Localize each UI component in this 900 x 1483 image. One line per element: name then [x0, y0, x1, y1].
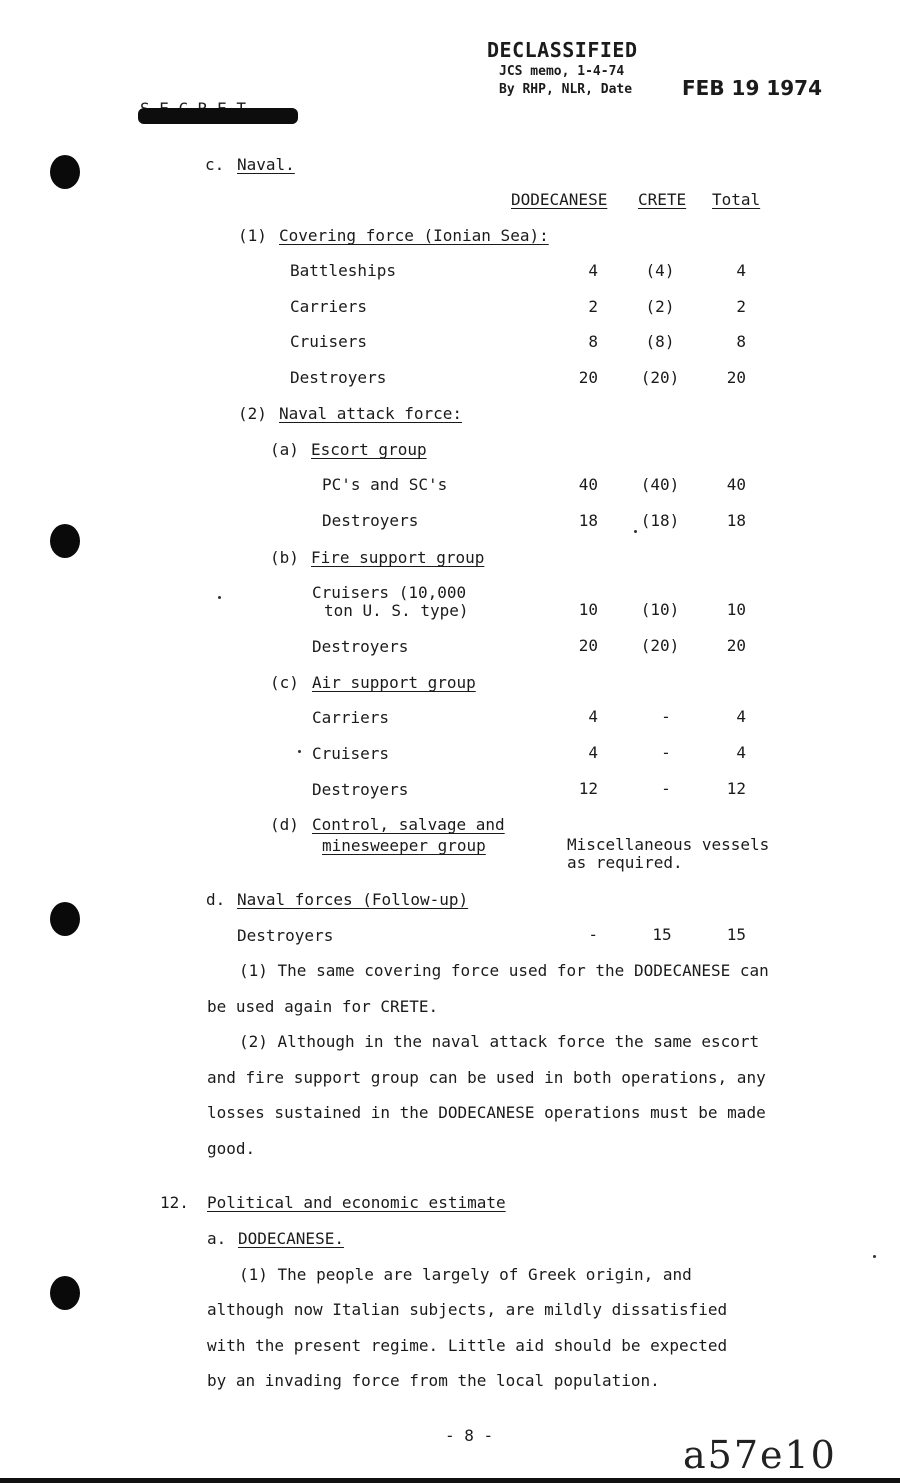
punch-hole-1	[50, 155, 80, 189]
page-number: - 8 -	[445, 1426, 494, 1445]
row-cruisers-total: 8	[736, 332, 746, 351]
declassified-stamp-title: DECLASSIFIED	[487, 38, 638, 62]
punch-hole-2	[50, 524, 80, 558]
row-fire-destroyers-dod: 20	[578, 636, 598, 655]
row-carriers-crete: (2)	[645, 297, 675, 316]
row-destroyers-crete: (20)	[640, 368, 680, 387]
row-battleships-total: 4	[736, 261, 746, 280]
declassified-stamp-by: By RHP, NLR, Date	[499, 82, 633, 97]
fire-support-num: (b)	[270, 548, 299, 567]
attack-force-num: (2)	[238, 404, 267, 423]
covering-force-label: Covering force (Ionian Sea):	[279, 226, 549, 245]
followup-para2-line1: (2) Although in the naval attack force the same escort	[239, 1032, 760, 1051]
declassified-stamp-date: FEB 19 1974	[682, 76, 822, 100]
row-fire-destroyers-total: 20	[726, 636, 746, 655]
classification-redaction	[138, 108, 298, 124]
air-support-label: Air support group	[312, 673, 476, 692]
col-header-total: Total	[712, 190, 761, 209]
escort-group-num: (a)	[270, 440, 299, 459]
row-followup-destroyers-name: Destroyers	[237, 926, 334, 945]
row-escort-destroyers-name: Destroyers	[322, 511, 419, 530]
followup-para2-line2: and fire support group can be used in both operations, any	[207, 1068, 766, 1087]
row-fire-cruisers-total: 10	[726, 600, 746, 619]
row-air-destroyers-dod: 12	[578, 779, 598, 798]
row-air-destroyers-crete: -	[661, 779, 671, 798]
section12-sub-letter: a.	[207, 1229, 227, 1248]
control-group-note-line1: Miscellaneous vessels	[567, 835, 770, 854]
row-followup-destroyers-total: 15	[726, 925, 746, 944]
control-group-label-line2: minesweeper group	[322, 836, 486, 855]
covering-force-num: (1)	[238, 226, 267, 245]
row-air-carriers-crete: -	[661, 707, 671, 726]
row-battleships-dod: 4	[588, 261, 598, 280]
scan-speck	[634, 530, 637, 533]
row-cruisers-dod: 8	[588, 332, 598, 351]
scan-speck	[298, 750, 301, 753]
row-carriers-dod: 2	[588, 297, 598, 316]
row-air-carriers-name: Carriers	[312, 708, 390, 727]
row-pcsc-name: PC's and SC's	[322, 475, 448, 494]
follow-up-letter: d.	[206, 890, 226, 909]
followup-para2-line4: good.	[207, 1139, 256, 1158]
row-battleships-name: Battleships	[290, 261, 396, 280]
section12-sub-heading: DODECANESE.	[238, 1229, 344, 1248]
row-air-cruisers-name: Cruisers	[312, 744, 390, 763]
section12-para-line1: (1) The people are largely of Greek origin, and	[239, 1265, 692, 1284]
row-cruisers-name: Cruisers	[290, 332, 368, 351]
section12-para-line4: by an invading force from the local population.	[207, 1371, 660, 1390]
row-fire-cruisers-crete: (10)	[640, 600, 680, 619]
row-followup-destroyers-dod: -	[588, 925, 598, 944]
handwritten-id: a57e10	[683, 1433, 837, 1477]
row-air-cruisers-total: 4	[736, 743, 746, 762]
control-group-num: (d)	[270, 815, 299, 834]
row-fire-destroyers-name: Destroyers	[312, 637, 409, 656]
row-carriers-total: 2	[736, 297, 746, 316]
air-support-num: (c)	[270, 673, 299, 692]
section12-number: 12.	[160, 1193, 189, 1212]
punch-hole-3	[50, 902, 80, 936]
row-pcsc-dod: 40	[578, 475, 598, 494]
followup-para1-line1: (1) The same covering force used for the DODECANESE can	[239, 961, 769, 980]
section12-heading: Political and economic estimate	[207, 1193, 506, 1212]
row-escort-destroyers-dod: 18	[578, 511, 598, 530]
row-air-carriers-dod: 4	[588, 707, 598, 726]
col-header-crete: CRETE	[638, 190, 687, 209]
scan-edge	[0, 1478, 900, 1483]
scan-speck	[218, 596, 221, 599]
scan-speck	[873, 1255, 876, 1258]
follow-up-heading: Naval forces (Follow-up)	[237, 890, 469, 909]
followup-para2-line3: losses sustained in the DODECANESE operations must be made	[207, 1103, 766, 1122]
row-battleships-crete: (4)	[645, 261, 675, 280]
row-air-cruisers-crete: -	[661, 743, 671, 762]
row-air-destroyers-total: 12	[726, 779, 746, 798]
control-group-note-line2: as required.	[567, 853, 683, 872]
fire-support-label: Fire support group	[311, 548, 485, 567]
row-destroyers-dod: 20	[578, 368, 598, 387]
row-fire-destroyers-crete: (20)	[640, 636, 680, 655]
naval-heading-letter: c.	[205, 155, 225, 174]
row-pcsc-crete: (40)	[640, 475, 680, 494]
row-fire-cruisers-dod: 10	[578, 600, 598, 619]
row-destroyers-name: Destroyers	[290, 368, 387, 387]
punch-hole-4	[50, 1276, 80, 1310]
declassified-stamp-memo: JCS memo, 1-4-74	[499, 64, 625, 79]
row-fire-cruisers-line1: Cruisers (10,000	[312, 583, 467, 602]
row-followup-destroyers-crete: 15	[652, 925, 672, 944]
followup-para1-line2: be used again for CRETE.	[207, 997, 439, 1016]
naval-heading: Naval.	[237, 155, 295, 174]
row-escort-destroyers-crete: (18)	[640, 511, 680, 530]
section12-para-line3: with the present regime. Little aid should be expected	[207, 1336, 728, 1355]
col-header-dodecanese: DODECANESE	[511, 190, 608, 209]
escort-group-label: Escort group	[311, 440, 427, 459]
row-air-destroyers-name: Destroyers	[312, 780, 409, 799]
row-air-cruisers-dod: 4	[588, 743, 598, 762]
row-pcsc-total: 40	[726, 475, 746, 494]
row-air-carriers-total: 4	[736, 707, 746, 726]
row-destroyers-total: 20	[726, 368, 746, 387]
row-cruisers-crete: (8)	[645, 332, 675, 351]
row-fire-cruisers-line2: ton U. S. type)	[324, 601, 469, 620]
section12-para-line2: although now Italian subjects, are mildly dissatisfied	[207, 1300, 728, 1319]
row-escort-destroyers-total: 18	[726, 511, 746, 530]
control-group-label-line1: Control, salvage and	[312, 815, 505, 834]
row-carriers-name: Carriers	[290, 297, 368, 316]
attack-force-label: Naval attack force:	[279, 404, 463, 423]
